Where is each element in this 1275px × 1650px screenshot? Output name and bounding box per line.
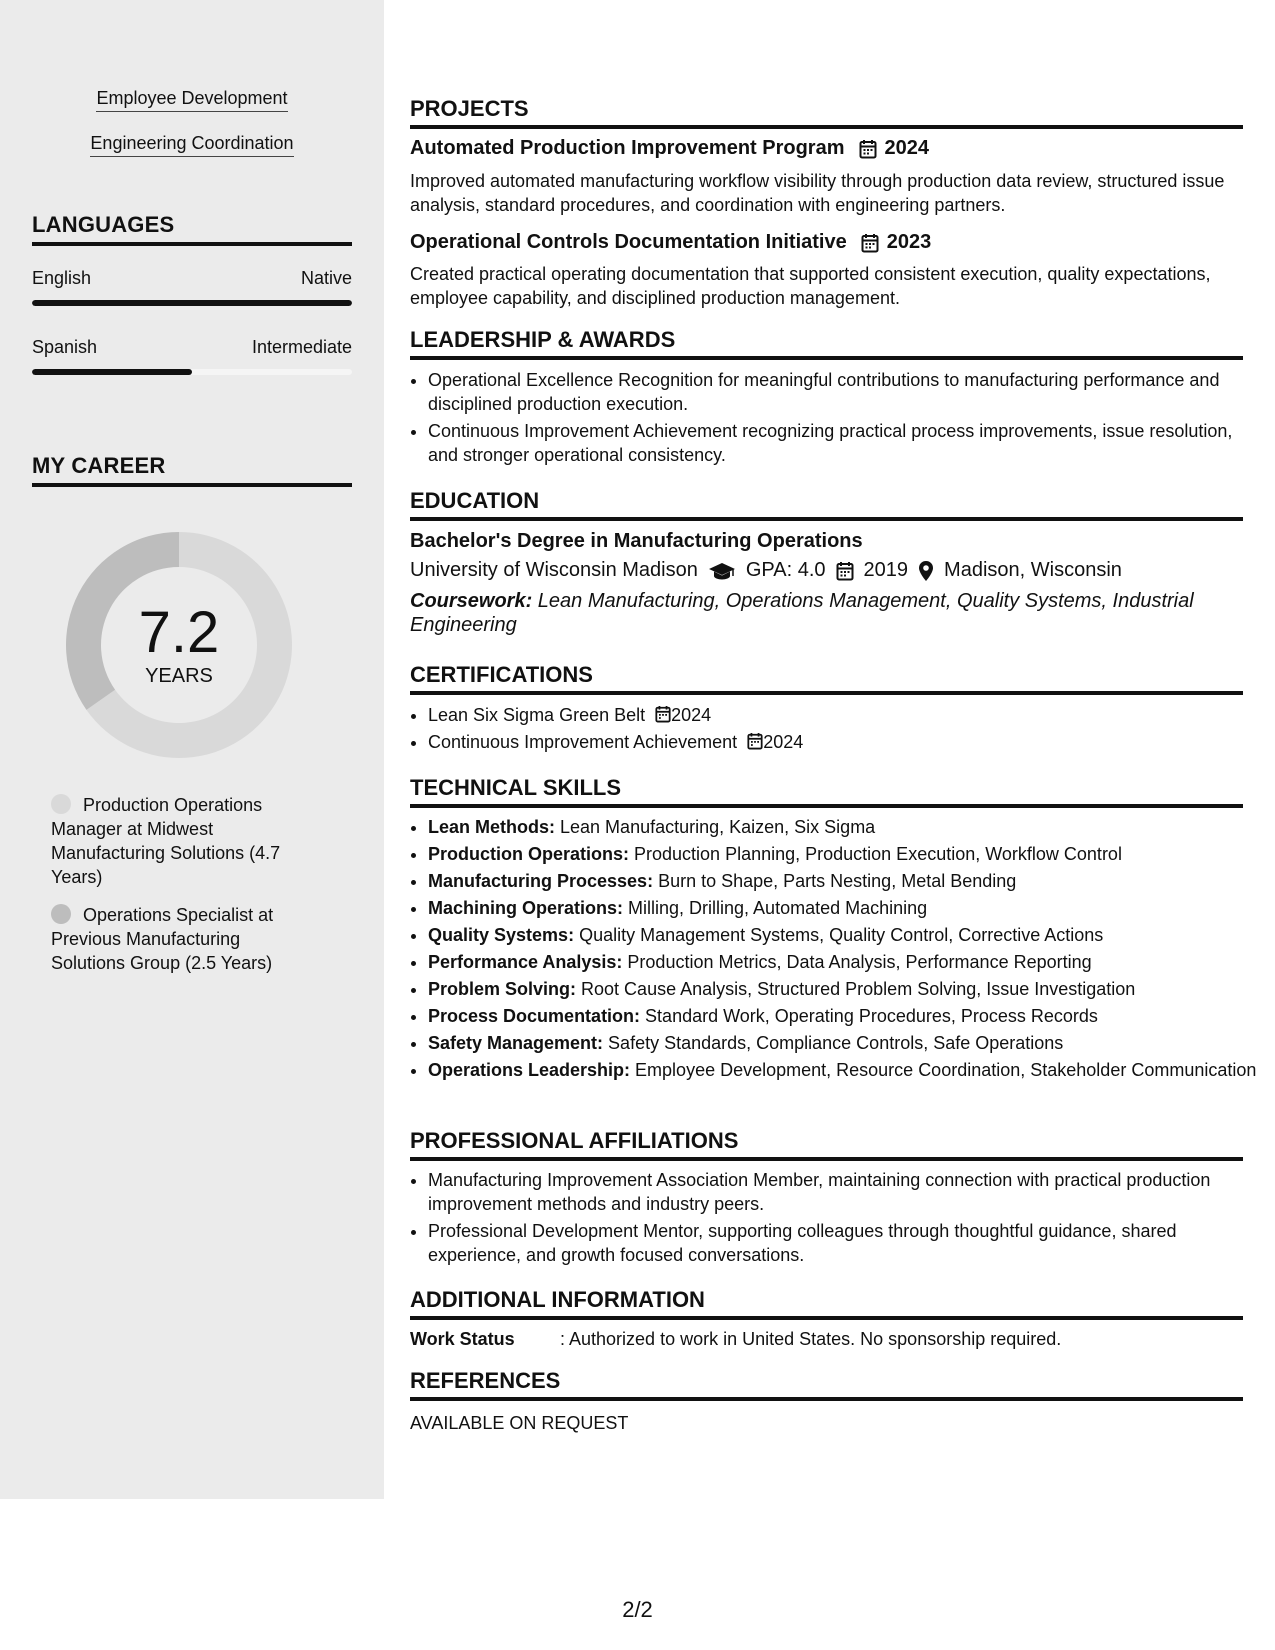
coursework: Coursework: Lean Manufacturing, Operations Management, Quality Systems, Industrial Engineering xyxy=(410,590,1194,636)
coursework-label: Coursework: xyxy=(410,590,533,612)
education-details xyxy=(410,559,1243,582)
skills-heading: TECHNICAL SKILLS xyxy=(410,775,1243,808)
page-number: 2/2 xyxy=(622,1597,653,1622)
list-item: • Lean Methods: Lean Manufacturing, Kaizen, Six Sigma xyxy=(428,815,1261,839)
career-donut xyxy=(66,532,292,758)
list-item: • Continuous Improvement Achievement 2024 xyxy=(428,730,1261,754)
project-year: 2023 xyxy=(886,231,932,253)
certifications-heading: CERTIFICATIONS xyxy=(410,662,1243,695)
references-heading: REFERENCES xyxy=(410,1368,1243,1401)
project-title: Operational Controls Documentation Initiative 2023 xyxy=(410,231,932,253)
list-item: • Problem Solving: Root Cause Analysis, Structured Problem Solving, Issue Investigation xyxy=(428,977,1261,1001)
career-dot xyxy=(51,904,71,924)
list-item: • Quality Systems: Quality Management Systems, Quality Control, Corrective Actions xyxy=(428,923,1261,947)
career-total-years: 7.2 xyxy=(138,599,220,665)
list-item: • Safety Management: Safety Standards, Compliance Controls, Safe Operations xyxy=(428,1031,1261,1055)
education-heading: EDUCATION xyxy=(410,488,1243,521)
calendar-icon xyxy=(655,705,671,723)
school-name: University of Wisconsin Madison xyxy=(410,559,698,581)
affiliations-list xyxy=(410,1168,1261,1270)
list-item: • Process Documentation: Standard Work, Operating Procedures, Process Records xyxy=(428,1004,1261,1028)
language-level: Native xyxy=(300,268,352,288)
list-item: • Performance Analysis: Production Metrics, Data Analysis, Performance Reporting xyxy=(428,950,1261,974)
sidebar-skill: Employee Development xyxy=(0,88,384,109)
calendar-icon xyxy=(859,139,877,159)
language-name: Spanish xyxy=(32,337,98,357)
gpa: GPA: 4.0 xyxy=(745,559,826,581)
list-item: • Machining Operations: Milling, Drilling, Automated Machining xyxy=(428,896,1261,920)
language-bar xyxy=(32,300,352,306)
list-item: • Operational Excellence Recognition for meaningful contributions to manufacturing performance and disciplined production execution. xyxy=(428,368,1261,416)
sidebar-skill: Engineering Coordination xyxy=(0,133,384,154)
language-bar-fill xyxy=(32,300,352,306)
project-description: Created practical operating documentation that supported consistent execution, quality expectations, employee capability, and disciplined production management. xyxy=(410,264,1211,308)
list-item: • Lean Six Sigma Green Belt 2024 xyxy=(428,703,1261,727)
calendar-icon xyxy=(747,732,763,750)
language-level: Intermediate xyxy=(251,337,352,357)
list-item: • Operations Leadership: Employee Development, Resource Coordination, Stakeholder Communication xyxy=(428,1058,1261,1082)
leadership-heading: LEADERSHIP & AWARDS xyxy=(410,327,1243,360)
language-bar xyxy=(32,369,352,375)
graduation-year: 2019 xyxy=(863,559,909,581)
work-status-label: Work Status xyxy=(410,1329,515,1349)
calendar-icon xyxy=(836,561,854,581)
references-text: AVAILABLE ON REQUEST xyxy=(410,1413,629,1433)
project-year: 2024 xyxy=(884,137,929,159)
projects-heading: PROJECTS xyxy=(410,96,1243,129)
degree-title: Bachelor's Degree in Manufacturing Operations xyxy=(410,530,863,552)
career-heading: MY CAREER xyxy=(32,453,352,487)
career-item: Production Operations Manager at Midwest Manufacturing Solutions (4.7 Years) xyxy=(51,795,281,887)
certifications-list xyxy=(410,703,1261,757)
additional-heading: ADDITIONAL INFORMATION xyxy=(410,1287,1243,1320)
leadership-list xyxy=(410,368,1261,470)
career-dot xyxy=(51,794,71,814)
language-bar-fill xyxy=(32,369,192,375)
project-title: Automated Production Improvement Program 2024 xyxy=(410,137,929,159)
location: Madison, Wisconsin xyxy=(944,559,1122,581)
languages-heading: LANGUAGES xyxy=(32,212,352,246)
language-row xyxy=(32,268,352,289)
project-description: Improved automated manufacturing workflow visibility through production data review, structured issue analysis, standard procedures, and coordination with engineering partners. xyxy=(410,171,1225,215)
location-pin-icon xyxy=(918,560,934,582)
calendar-icon xyxy=(861,233,879,253)
graduation-cap-icon xyxy=(708,561,736,581)
language-row xyxy=(32,337,352,358)
work-status xyxy=(410,1327,1243,1351)
list-item: • Manufacturing Processes: Burn to Shape, Parts Nesting, Metal Bending xyxy=(428,869,1261,893)
affiliations-heading: PROFESSIONAL AFFILIATIONS xyxy=(410,1128,1243,1161)
skills-list xyxy=(410,815,1261,1085)
career-unit: YEARS xyxy=(145,664,213,687)
list-item: • Professional Development Mentor, supporting colleagues through thoughtful guidance, shared experience, and growth focused conversations. xyxy=(428,1219,1261,1267)
list-item: • Production Operations: Production Planning, Production Execution, Workflow Control xyxy=(428,842,1261,866)
career-donut-center xyxy=(66,532,292,758)
list-item: • Continuous Improvement Achievement recognizing practical process improvements, issue resolution, and stronger operational consistency. xyxy=(428,419,1261,467)
work-status-value: : Authorized to work in United States. No sponsorship required. xyxy=(560,1329,1062,1349)
list-item: • Manufacturing Improvement Association Member, maintaining connection with practical production improvement methods and industry peers. xyxy=(428,1168,1261,1216)
career-item: Operations Specialist at Previous Manufacturing Solutions Group (2.5 Years) xyxy=(51,905,274,973)
language-name: English xyxy=(32,268,92,288)
